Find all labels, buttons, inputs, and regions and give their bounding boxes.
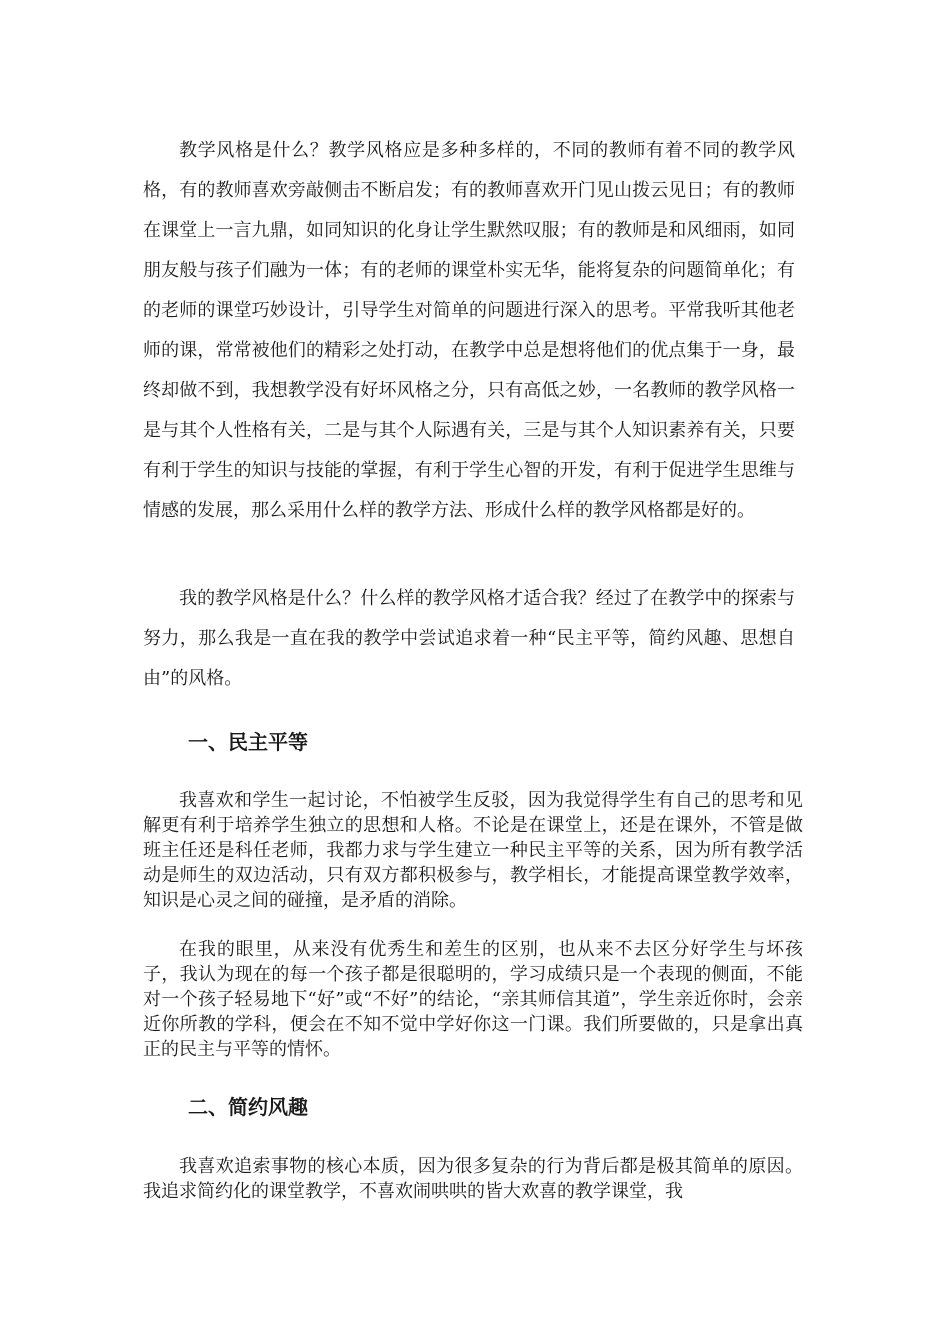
section-heading-democracy: 一、民主平等: [188, 730, 308, 754]
section-1-paragraph-2: 在我的眼里，从来没有优秀生和差生的区别，也从来不去区分好学生与坏孩子，我认为现在的每一个孩子都是很聪明的，学习成绩只是一个表现的侧面，不能对一个孩子轻易地下“好”或“不好”的结论，“亲其师信其道”，学生亲近你时，会亲近你所教的学科，便会在不知不觉中学好你这一门课。我们所要做的，只是拿出真正的民主与平等的情怀。: [143, 939, 803, 1060]
intro-paragraph-1: 教学风格是什么？教学风格应是多种多样的，不同的教师有着不同的教学风格，有的教师喜欢旁敲侧击不断启发；有的教师喜欢开门见山拨云见日；有的教师在课堂上一言九鼎，如同知识的化身让学生默然叹服；有的教师是和风细雨，如同朋友般与孩子们融为一体；有的老师的课堂朴实无华，能将复杂的问题简单化；有的老师的课堂巧妙设计，引导学生对简单的问题进行深入的思考。平常我听其他老师的课，常常被他们的精彩之处打动，在教学中总是想将他们的优点集于一身，最终却做不到，我想教学没有好坏风格之分，只有高低之妙，一名教师的教学风格一是与其个人性格有关，二是与其个人际遇有关，三是与其个人知识素养有关，只要有利于学生的知识与技能的掌握，有利于学生心智的开发，有利于促进学生思维与情感的发展，那么采用什么样的教学方法、形成什么样的教学风格都是好的。: [143, 140, 795, 521]
section-2-paragraph-1: 我喜欢追索事物的核心本质，因为很多复杂的行为背后都是极其简单的原因。我追求简约化的课堂教学，不喜欢闹哄哄的皆大欢喜的教学课堂，我: [143, 1156, 803, 1202]
section-heading-simplicity: 二、简约风趣: [188, 1095, 308, 1119]
intro-paragraph-2: 我的教学风格是什么？什么样的教学风格才适合我？经过了在教学中的探索与努力，那么我是一直在我的教学中尝试追求着一种“民主平等，简约风趣、思想自由”的风格。: [143, 588, 795, 689]
section-1-paragraph-1: 我喜欢和学生一起讨论，不怕被学生反驳，因为我觉得学生有自己的思考和见解更有利于培养学生独立的思想和人格。不论是在课堂上，还是在课外，不管是做班主任还是科任老师，我都力求与学生建立一种民主平等的关系，因为所有教学活动是师生的双边活动，只有双方都积极参与，教学相长，才能提高课堂教学效率，知识是心灵之间的碰撞，是矛盾的消除。: [143, 790, 803, 911]
